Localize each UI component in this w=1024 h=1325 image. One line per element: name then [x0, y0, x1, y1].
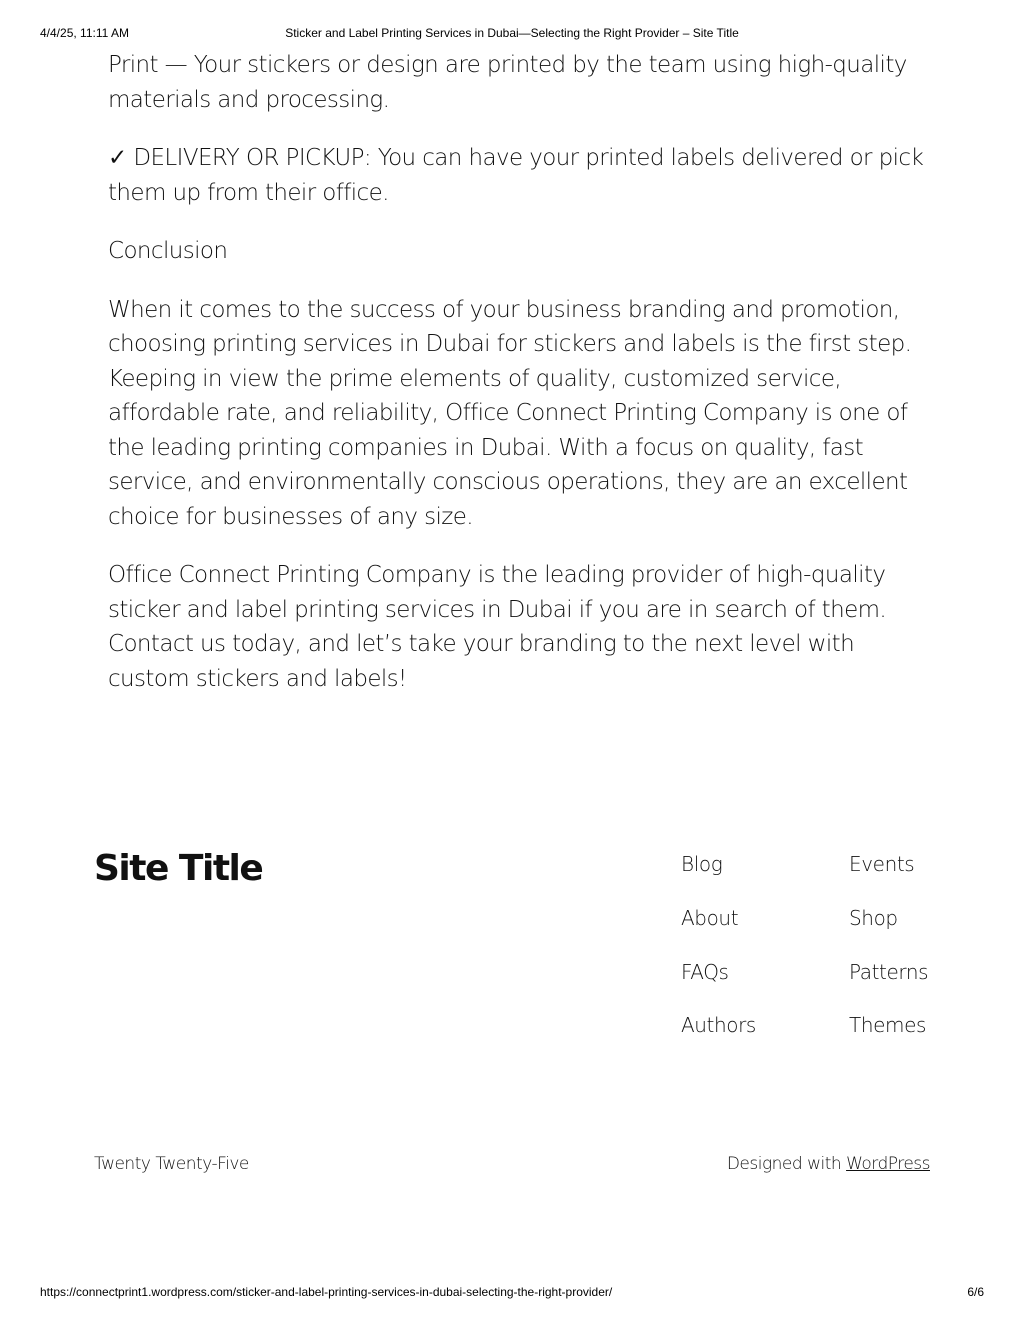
footer-nav-themes[interactable]: Themes	[849, 1013, 927, 1037]
print-footer	[40, 1285, 984, 1301]
footer-nav-shop[interactable]: Shop	[849, 906, 898, 930]
wordpress-link[interactable]: WordPress	[846, 1154, 930, 1174]
print-page-number: 6/6	[967, 1285, 984, 1299]
paragraph-call-to-action: Office Connect Printing Company is the leading provider of high-quality sticker and label printing services in Dubai if you are in search of them. Contact us today, and let’s take your branding to the next level with custom stickers and labels!	[108, 562, 887, 692]
footer-nav-faqs[interactable]: FAQs	[681, 960, 729, 984]
footer-nav-patterns[interactable]: Patterns	[849, 960, 929, 984]
credit-prefix: Designed with	[726, 1154, 847, 1174]
site-title-link[interactable]: Site Title	[94, 848, 263, 889]
theme-name: Twenty Twenty-Five	[94, 1154, 249, 1174]
paragraph-print-step: Print — Your stickers or design are printed by the team using high-quality materials and processing.	[108, 52, 907, 113]
article-content	[108, 48, 928, 720]
print-url: https://connectprint1.wordpress.com/sticker-and-label-printing-services-in-dubai-selecting-the-right-provider/	[40, 1285, 613, 1299]
footer-nav-about[interactable]: About	[681, 906, 739, 930]
designed-with-credit	[727, 1154, 930, 1174]
conclusion-heading: Conclusion	[108, 238, 228, 264]
footer-nav-events[interactable]: Events	[849, 852, 915, 876]
print-date: 4/4/25, 11:11 AM	[40, 26, 129, 40]
footer-nav-blog[interactable]: Blog	[681, 852, 723, 876]
paragraph-conclusion: When it comes to the success of your business branding and promotion, choosing printing services in Dubai for stickers and labels is the first step. Keeping in view the prime elements of quality, customized service, affordable rate, and reliability, Office Connect Printing Company is one of the leading printing companies in Dubai. With a focus on quality, fast service, and environmentally conscious operations, they are an excellent choice for businesses of any size.	[108, 296, 912, 530]
footer-nav-authors[interactable]: Authors	[681, 1013, 756, 1037]
print-header	[40, 26, 984, 42]
paragraph-delivery: ✓ DELIVERY OR PICKUP: You can have your printed labels delivered or pick them up from their office.	[108, 145, 924, 206]
print-page-title: Sticker and Label Printing Services in Dubai—Selecting the Right Provider – Site Title	[285, 26, 739, 40]
